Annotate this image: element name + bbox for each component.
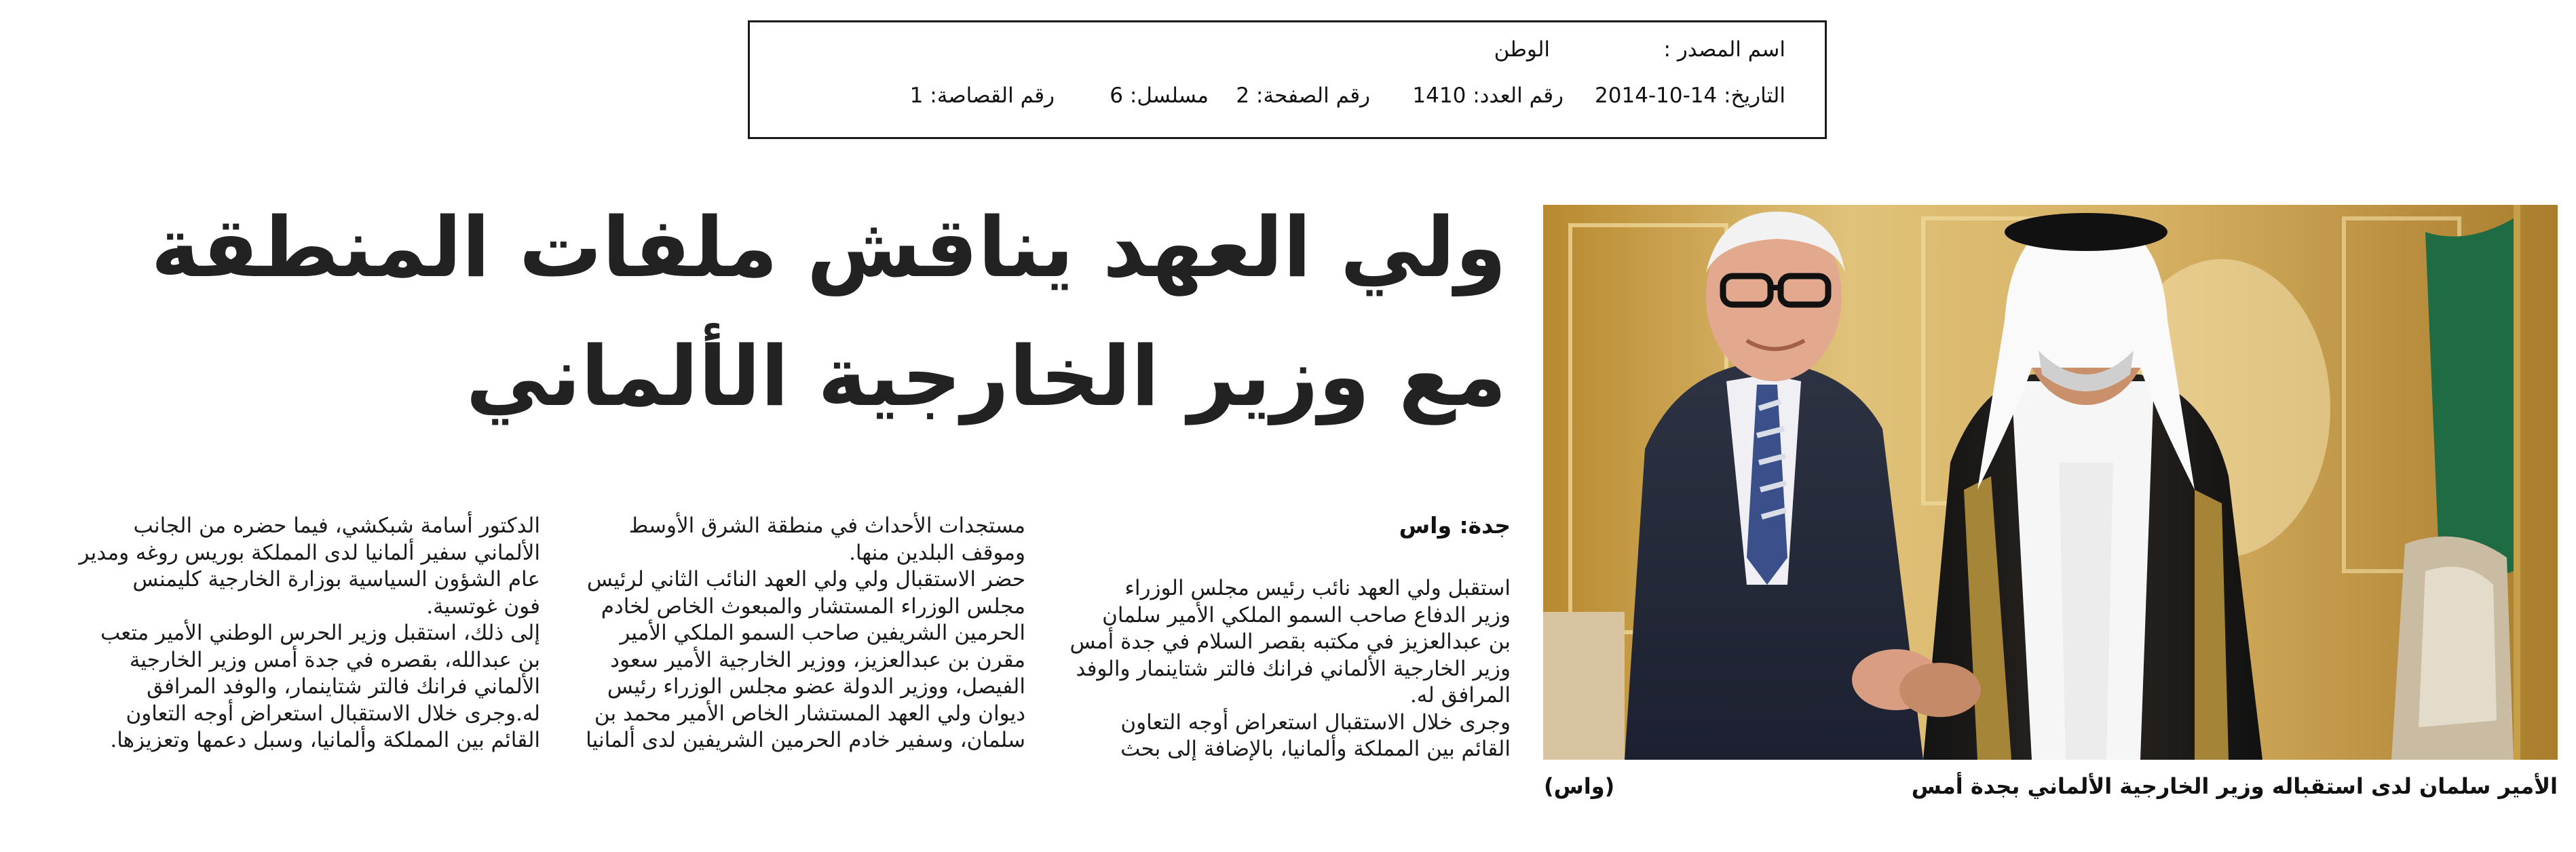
issue-label: رقم العدد: [1473, 83, 1564, 108]
article-text-line: وزير الخارجية الألماني فرانك فالتر شتاينمار والوفد [1076, 656, 1511, 681]
article-text-line: بن عبدالعزيز في مكتبه بقصر السلام في جدة أمس [1069, 630, 1511, 654]
article-text-line: الفيصل، ووزير الدولة عضو مجلس الوزراء رئيس [607, 674, 1025, 699]
article-text-line: الألماني فرانك فالتر شتاينمار، والوفد المرافق [147, 674, 540, 699]
article-column-2 [550, 513, 1025, 754]
article-text-line: مستجدات الأحداث في منطقة الشرق الأوسط [628, 514, 1025, 538]
article-text-line: القائم بين المملكة وألمانيا، بالإضافة إلى بحث [1120, 737, 1511, 761]
issue-value: 1410 [1412, 83, 1466, 108]
source-info-box [748, 20, 1827, 139]
page-value: 2 [1236, 83, 1250, 108]
article-text-line: وموقف البلدين منها. [849, 540, 1025, 565]
page-label: رقم الصفحة: [1256, 83, 1370, 108]
article-text-line: مقرن بن عبدالعزيز، ووزير الخارجية الأمير سعود [610, 647, 1025, 672]
serial-field [1110, 83, 1209, 108]
article-text-line: ديوان ولي العهد المستشار الخاص الأمير محمد بن [594, 701, 1025, 726]
article-column-1 [1036, 575, 1511, 763]
article-column-3 [65, 513, 540, 754]
photo-caption: الأمير سلمان لدى استقباله وزير الخارجية الألماني بجدة أمس [1911, 773, 2558, 799]
date-value: 2014-10-14 [1595, 83, 1718, 108]
article-text-line: سلمان، وسفير خادم الحرمين الشريفين لدى ألمانيا [586, 728, 1025, 752]
clip-value: 1 [909, 83, 924, 108]
headline-line-2: مع وزير الخارجية الألماني [466, 328, 1507, 425]
article-text-line: الألماني سفير ألمانيا لدى المملكة بوريس روغه ومدير [79, 540, 540, 565]
article-photo [1543, 205, 2558, 760]
dateline: جدة: واس [1399, 512, 1511, 539]
article-text-line: وزير الدفاع صاحب السمو الملكي الأمير سلمان [1102, 602, 1511, 627]
article-text-line: حضر الاستقبال ولي ولي العهد النائب الثاني لرئيس [586, 567, 1025, 592]
source-label: اسم المصدر : [1663, 37, 1785, 62]
photo-credit: (واس) [1544, 773, 1615, 799]
article-text-line: الدكتور أسامة شبكشي، فيما حضره من الجانب [133, 514, 540, 538]
article-text-line: عام الشؤون السياسية بوزارة الخارجية كليمنس [132, 567, 540, 592]
article-text-line: القائم بين المملكة وألمانيا، وسبل دعمها وتعزيزها. [110, 728, 540, 752]
article-text-line: استقبل ولي العهد نائب رئيس مجلس الوزراء [1124, 576, 1511, 600]
headline-line-1: ولي العهد يناقش ملفات المنطقة [151, 199, 1507, 296]
source-value: الوطن [1494, 37, 1550, 62]
page-field [1236, 83, 1370, 108]
clip-field [910, 83, 1055, 108]
article-text-line: مجلس الوزراء المستشار والمبعوث الخاص لخادم [601, 594, 1025, 619]
issue-field [1412, 83, 1564, 108]
clip-label: رقم القصاصة: [930, 83, 1055, 108]
article-text-line: المرافق له. [1409, 683, 1511, 708]
article-text-line: بن عبدالله، بقصره في جدة أمس وزير الخارجية [129, 647, 540, 672]
serial-label: مسلسل: [1129, 83, 1209, 108]
article-text-line: فون غوتسية. [426, 594, 540, 619]
article-text-line: له.وجرى خلال الاستقبال استعراض أوجه التعاون [126, 701, 540, 726]
serial-value: 6 [1110, 83, 1124, 108]
article-text-line: إلى ذلك، استقبل وزير الحرس الوطني الأمير متعب [100, 621, 540, 645]
article-text-line: الحرمين الشريفين صاحب السمو الملكي الأمير [620, 621, 1025, 645]
date-field [1595, 83, 1785, 108]
date-label: التاريخ: [1724, 83, 1785, 108]
article-text-line: وجرى خلال الاستقبال استعراض أوجه التعاون [1120, 710, 1511, 735]
